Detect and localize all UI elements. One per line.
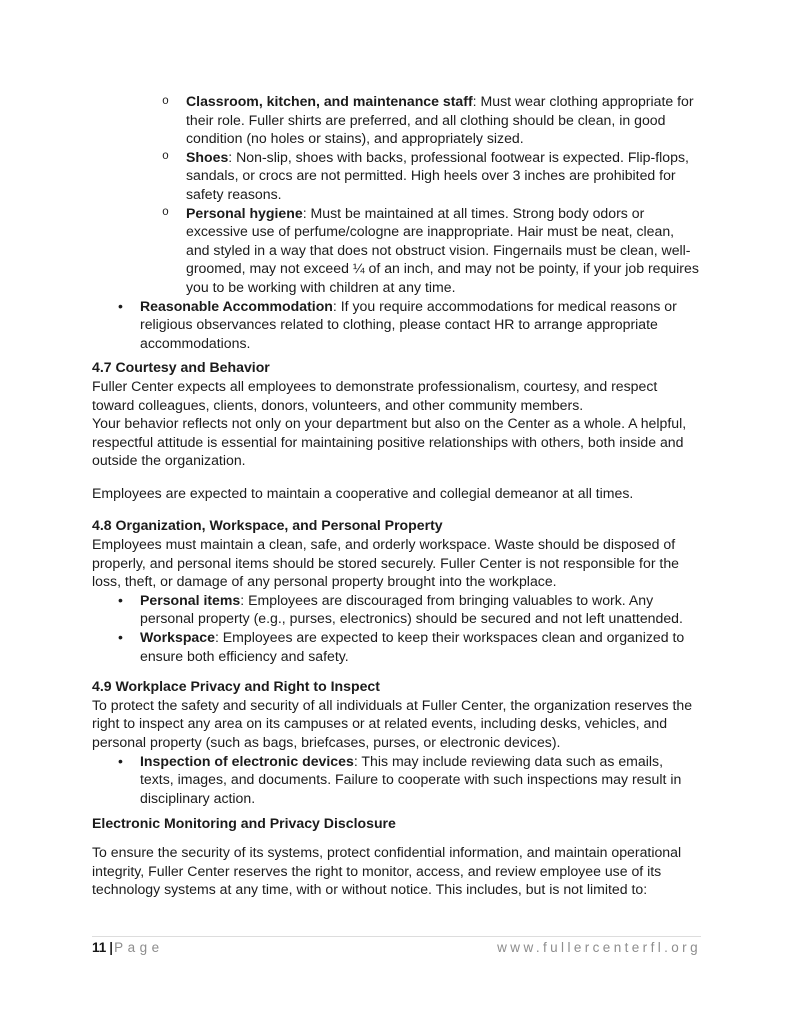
list-item-body: : Employees are expected to keep their workspaces clean and organized to ensure both efficiency and safety.: [140, 629, 685, 664]
list-item-personal-items: [92, 591, 700, 628]
bullet-icon: •: [118, 297, 123, 314]
footer-separator: |: [109, 940, 114, 955]
list-item-label: Personal items: [140, 591, 241, 608]
list-item-shoes: [92, 148, 700, 204]
paragraph: To ensure the security of its systems, protect confidential information, and maintain operational integrity, Fuller Center reserves the right to monitor, access, and review employee use of its technology systems at any time, with or without notice. This includes, but is not limited to:: [92, 843, 682, 898]
list-item-text: [186, 205, 699, 295]
list-item-personal-hygiene: [92, 204, 700, 297]
list-item-label: Personal hygiene: [186, 204, 303, 221]
list-item-body: : Non-slip, shoes with backs, professional footwear is expected. Flip-flops, sandals, or crocs are not permitted. High heels over 3 inches are prohibited for safety reasons.: [186, 148, 689, 202]
hollow-bullet-icon: o: [162, 94, 169, 108]
list-item-body: : This may include reviewing data such as emails, texts, images, and documents. Failure to cooperate with such inspections may result in disciplinary action.: [140, 752, 682, 806]
paragraph: To protect the safety and security of all individuals at Fuller Center, the organization reserves the right to inspect any area on its campuses or at related events, including desks, vehicles, and personal property (such as bags, briefcases, purses, or electronic devices).: [92, 696, 693, 750]
list-item-text: [140, 629, 684, 664]
list-item-label: Inspection of electronic devices: [140, 752, 354, 769]
list-item-reasonable-accommodation: [92, 297, 700, 353]
list-item-text: [186, 93, 694, 146]
footer-website: www.fullercenterfl.org: [497, 940, 701, 955]
page-word: Page: [114, 940, 164, 955]
section-heading-electronic-monitoring: Electronic Monitoring and Privacy Disclosure: [92, 815, 396, 832]
list-item-body: : Employees are discouraged from bringing valuables to work. Any personal property (e.g., purses, electronics) should be secured and not left unattended.: [140, 591, 683, 627]
section-heading-4-8: 4.8 Organization, Workspace, and Personal Property: [92, 517, 443, 534]
bullet-icon: •: [118, 591, 123, 608]
hollow-bullet-icon: o: [162, 206, 169, 220]
list-item-label: Workspace: [140, 629, 215, 646]
list-item-body: : Must be maintained at all times. Strong body odors or excessive use of perfume/cologne are inappropriate. Hair must be neat, clean, and styled in a way that does not obstruct vision. Fingernails must be clean, well-groomed, may not exceed ¼ of an inch, and may not be pointy, if your job requires you to be working with children at any time.: [186, 204, 699, 295]
hollow-bullet-icon: o: [162, 150, 169, 164]
section-heading-4-9: 4.9 Workplace Privacy and Right to Inspect: [92, 678, 380, 695]
paragraph: Employees are expected to maintain a cooperative and collegial demeanor at all times.: [92, 484, 634, 501]
list-item-label: Shoes: [186, 148, 229, 165]
list-item-label: Classroom, kitchen, and maintenance staff: [186, 93, 473, 109]
document-body: [92, 92, 700, 899]
paragraph: Employees must maintain a clean, safe, and orderly workspace. Waste should be disposed of properly, and personal items should be stored securely. Fuller Center is not responsible for the loss, theft, or damage of any personal property brought into the workplace.: [92, 536, 680, 590]
paragraph: Fuller Center expects all employees to demonstrate professionalism, courtesy, and respect toward colleagues, clients, donors, volunteers, and other community members.: [92, 377, 658, 413]
page-number: 11: [92, 940, 107, 955]
list-item-classroom-staff: [92, 92, 700, 148]
section-heading-4-7: 4.7 Courtesy and Behavior: [92, 359, 270, 376]
list-item-body: : Must wear clothing appropriate for their role. Fuller shirts are preferred, and all clothing should be clean, in good condition (no holes or stains), and appropriately sized.: [186, 93, 694, 147]
page-number-label: [92, 940, 164, 956]
list-item-text: [140, 298, 677, 351]
paragraph: Your behavior reflects not only on your department but also on the Center as a whole. A helpful, respectful attitude is essential for maintaining positive relationships with others, both inside and outside the organization.: [92, 415, 687, 469]
bullet-icon: •: [118, 629, 123, 646]
list-item-text: [140, 592, 683, 627]
page-footer: [92, 940, 701, 956]
list-item-text: [140, 753, 681, 806]
list-item-body: : If you require accommodations for medical reasons or religious observances related to clothing, please contact HR to arrange appropriate accommodations.: [140, 297, 677, 351]
bullet-icon: •: [118, 752, 123, 769]
list-item-text: [186, 149, 689, 202]
list-item-workspace: [92, 628, 700, 665]
footer-divider: [92, 936, 701, 937]
list-item-label: Reasonable Accommodation: [140, 297, 333, 314]
list-item-inspection-devices: [92, 752, 700, 808]
